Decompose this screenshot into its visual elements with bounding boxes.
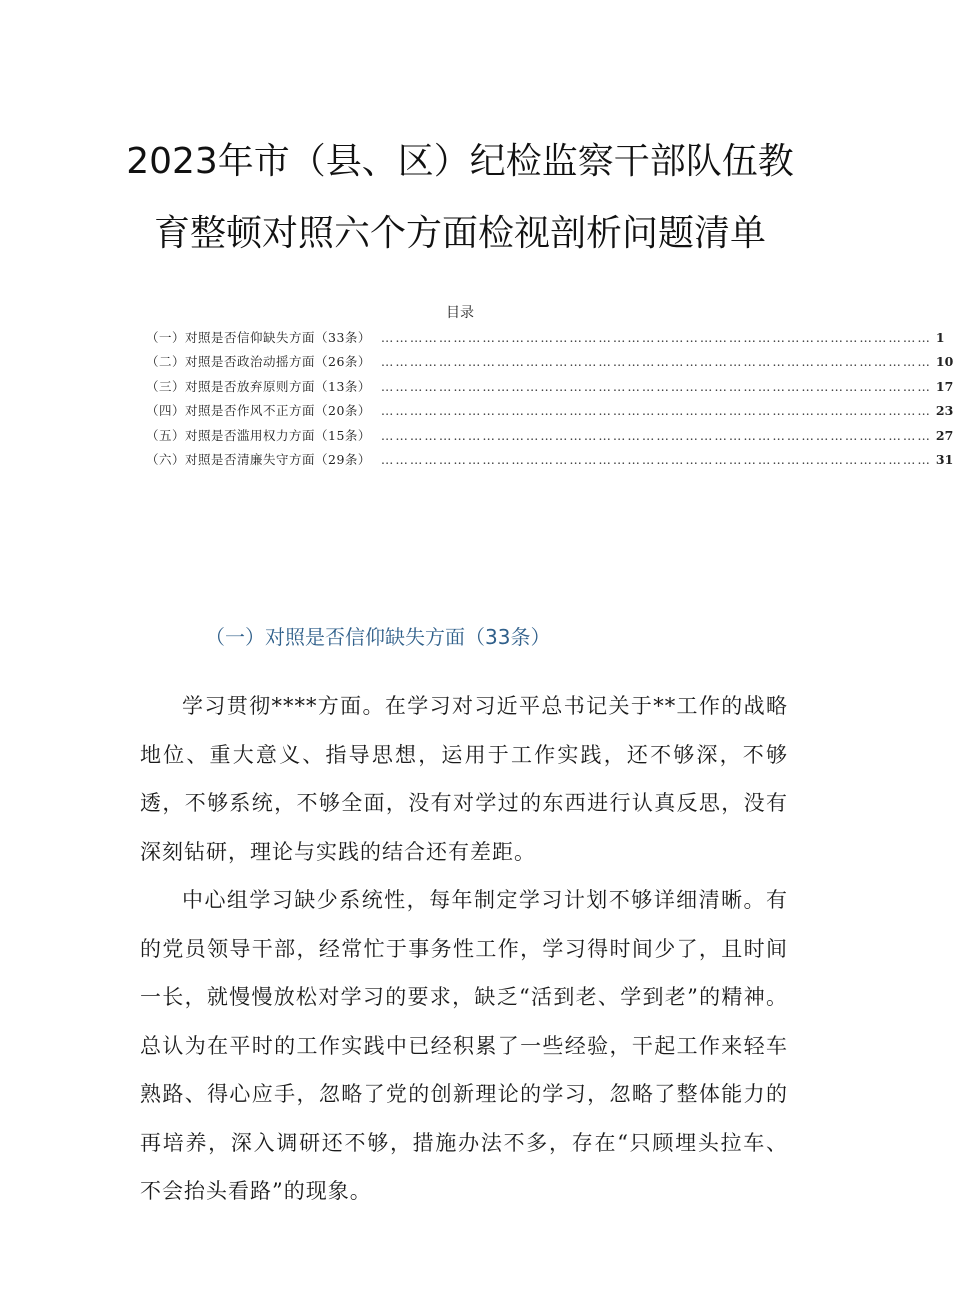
toc-leader-dots: ……………………………………………………………………………………………………	[380, 378, 932, 394]
toc-leader-dots: ……………………………………………………………………………………………………	[380, 330, 932, 345]
toc-leader-dots: ……………………………………………………………………………………………………	[380, 427, 932, 443]
toc-item-label: （四）对照是否作风不正方面（20条）	[146, 403, 371, 419]
toc-item[interactable]	[146, 377, 953, 401]
document-title-line-1: 2023年市（县、区）纪检监察干部队伍教	[126, 141, 794, 182]
toc-leader-dots: ……………………………………………………………………………………………………	[380, 451, 932, 467]
toc-item-label: （六）对照是否清廉失守方面（29条）	[146, 451, 371, 467]
toc-item-page: 27	[935, 427, 953, 443]
table-of-contents	[146, 328, 953, 474]
toc-item[interactable]	[146, 450, 953, 474]
toc-leader-dots: ……………………………………………………………………………………………………	[380, 403, 932, 419]
toc-item-page: 17	[935, 378, 953, 394]
toc-item-page: 31	[935, 451, 953, 467]
toc-item-label: （二）对照是否政治动摇方面（26条）	[146, 354, 371, 370]
toc-item[interactable]	[146, 426, 953, 450]
toc-item[interactable]	[146, 401, 953, 425]
document-title-line-2: 育整顿对照六个方面检视剖析问题清单	[153, 213, 766, 254]
toc-item[interactable]	[146, 352, 953, 376]
toc-item-page: 1	[935, 330, 945, 345]
toc-item[interactable]	[146, 328, 945, 352]
body-paragraph: 学习贯彻****方面。在学习对习近平总书记关于**工作的战略地位、重大意义、指导思想，运用于工作实践，还不够深，不够透，不够系统，不够全面，没有对学过的东西进行认真反思，没有深刻钻研，理论与实践的结合还有差距。	[140, 694, 788, 864]
toc-item-label: （五）对照是否滥用权力方面（15条）	[146, 427, 371, 443]
toc-item-label: （一）对照是否信仰缺失方面（33条）	[146, 330, 371, 345]
section-heading: （一）对照是否信仰缺失方面（33条）	[205, 625, 551, 649]
body-paragraph: 中心组学习缺少系统性，每年制定学习计划不够详细清晰。有的党员领导干部，经常忙于事务性工作，学习得时间少了，且时间一长，就慢慢放松对学习的要求，缺乏“活到老、学到老”的精神。总认为在平时的工作实践中已经积累了一些经验，干起工作来轻车熟路、得心应手，忽略了党的创新理论的学习，忽略了整体能力的再培养，深入调研还不够，措施办法不多，存在“只顾埋头拉车、不会抬头看路”的现象。	[140, 888, 788, 1203]
toc-leader-dots: ……………………………………………………………………………………………………	[380, 354, 932, 370]
toc-item-label: （三）对照是否放弃原则方面（13条）	[146, 378, 371, 394]
toc-item-page: 23	[935, 403, 953, 419]
toc-item-page: 10	[935, 354, 953, 370]
toc-heading: 目录	[446, 305, 474, 321]
